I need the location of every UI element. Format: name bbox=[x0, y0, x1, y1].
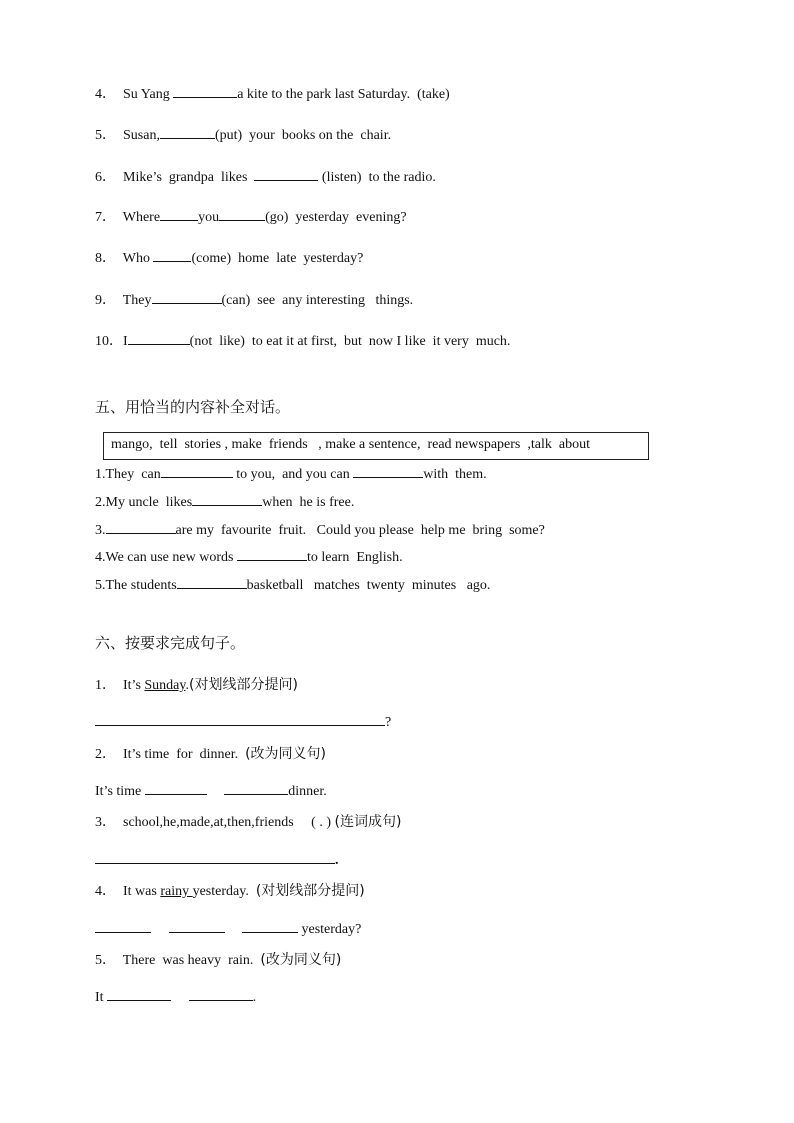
answer-blank[interactable] bbox=[161, 463, 233, 478]
answer-blank[interactable] bbox=[95, 849, 335, 864]
answer-line-2: It’s time dinner. bbox=[95, 780, 327, 801]
answer-line-3: . bbox=[95, 849, 339, 870]
answer-blank[interactable] bbox=[152, 289, 222, 304]
transform-5: 5． There was heavy rain. (改为同义句) bbox=[95, 952, 342, 968]
section-5-title: 五、用恰当的内容补全对话。 bbox=[95, 398, 291, 416]
answer-blank[interactable] bbox=[242, 918, 298, 933]
dialog-2: 2.My uncle likes when he is free. bbox=[95, 491, 354, 512]
answer-blank[interactable] bbox=[106, 519, 176, 534]
section-6-title: 六、按要求完成句子。 bbox=[95, 634, 246, 652]
transform-3: 3． school,he,made,at,then,friends ( . ) (连词成句) bbox=[95, 814, 402, 830]
question-7: 7． Where you (go) yesterday evening? bbox=[95, 206, 407, 227]
dialog-4: 4.We can use new words to learn English. bbox=[95, 546, 403, 567]
transform-4: 4． It was rainy yesterday. (对划线部分提问) bbox=[95, 883, 365, 899]
word-box: mango, tell stories , make friends , make a sentence, read newspapers ,talk about bbox=[103, 432, 649, 460]
question-5: 5． Susan, (put) your books on the chair. bbox=[95, 124, 391, 145]
dialog-5: 5.The students basketball matches twenty minutes ago. bbox=[95, 574, 490, 595]
question-9: 9． They (can) see any interesting things. bbox=[95, 289, 413, 310]
answer-blank[interactable] bbox=[353, 463, 423, 478]
question-4: 4． Su Yang a kite to the park last Saturday. (take) bbox=[95, 83, 450, 104]
dialog-3: 3. are my favourite fruit. Could you please help me bring some? bbox=[95, 519, 545, 540]
dialog-1: 1.They can to you, and you can with them. bbox=[95, 463, 487, 484]
question-6: 6． Mike’s grandpa likes (listen) to the radio. bbox=[95, 166, 436, 187]
answer-blank[interactable] bbox=[189, 986, 253, 1001]
answer-blank[interactable] bbox=[107, 986, 171, 1001]
answer-blank[interactable] bbox=[254, 166, 318, 181]
answer-blank[interactable] bbox=[177, 574, 247, 589]
answer-blank[interactable] bbox=[153, 247, 191, 262]
answer-blank[interactable] bbox=[128, 330, 190, 345]
answer-blank[interactable] bbox=[160, 124, 215, 139]
transform-2: 2． It’s time for dinner. (改为同义句) bbox=[95, 746, 327, 762]
answer-blank[interactable] bbox=[95, 918, 151, 933]
answer-blank[interactable] bbox=[169, 918, 225, 933]
answer-blank[interactable] bbox=[145, 780, 207, 795]
question-8: 8． Who (come) home late yesterday? bbox=[95, 247, 363, 268]
answer-line-5: It . bbox=[95, 986, 256, 1007]
answer-blank[interactable] bbox=[219, 206, 265, 221]
answer-blank[interactable] bbox=[237, 546, 307, 561]
answer-line-1: ? bbox=[95, 711, 391, 732]
question-10: 10．I (not like) to eat it at first, but now I like it very much. bbox=[95, 330, 510, 351]
transform-1: 1． It’s Sunday.(对划线部分提问) bbox=[95, 677, 298, 693]
answer-blank[interactable] bbox=[173, 83, 237, 98]
answer-blank[interactable] bbox=[224, 780, 288, 795]
answer-blank[interactable] bbox=[192, 491, 262, 506]
answer-blank[interactable] bbox=[160, 206, 198, 221]
answer-line-4: yesterday? bbox=[95, 918, 361, 939]
answer-blank[interactable] bbox=[95, 711, 385, 726]
